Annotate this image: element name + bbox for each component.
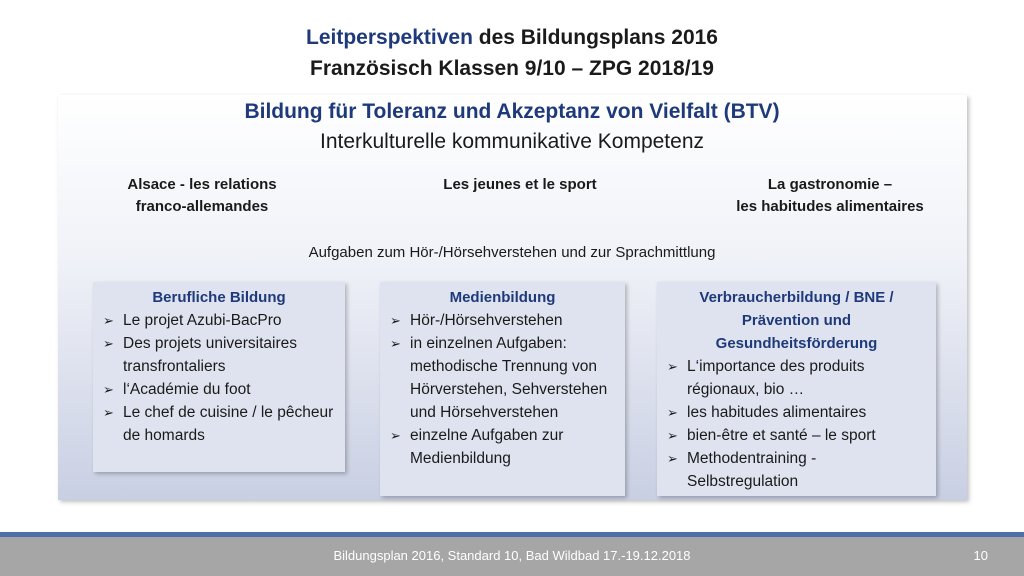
list-item-text: einzelne Aufgaben zur Medienbildung	[410, 427, 564, 467]
list-item-text: Methodentraining - Selbstregulation	[687, 450, 817, 490]
list-item-text: Hör-/Hörsehverstehen	[410, 312, 563, 329]
topic-line: La gastronomie –	[767, 176, 893, 193]
box-medienbildung	[380, 282, 625, 496]
list-item-text: in einzelnen Aufgaben: methodische Trennung von Hörverstehen, Sehverstehen und Hörsehverstehen	[410, 335, 608, 421]
arrow-bullet-icon: ➢	[667, 451, 678, 466]
btv-title: Bildung für Toleranz und Akzeptanz von Vielfalt (BTV)	[244, 100, 780, 123]
topic-line: franco-allemandes	[135, 198, 269, 215]
bullet-list	[665, 355, 928, 493]
list-item	[665, 424, 928, 447]
list-item-text: Des projets universitaires transfrontaliers	[123, 335, 298, 375]
list-item	[665, 401, 928, 424]
list-item	[665, 355, 928, 401]
btv-subtitle: Interkulturelle kommunikative Kompetenz	[319, 130, 704, 153]
page-number: 10	[973, 548, 988, 563]
box-title: Verbraucherbildung / BNE / Prävention und Gesundheitsförderung	[699, 289, 894, 352]
list-item-text: bien-être et santé – le sport	[687, 427, 876, 444]
list-item	[665, 447, 928, 493]
list-item	[101, 309, 337, 332]
title-accent: Leitperspektiven	[306, 26, 473, 49]
arrow-bullet-icon: ➢	[390, 313, 401, 328]
box-berufliche-bildung	[93, 282, 345, 472]
list-item-text: l‘Académie du foot	[123, 381, 251, 398]
panel-heading	[0, 97, 1024, 157]
list-item-text: les habitudes alimentaires	[687, 404, 867, 421]
list-item	[388, 309, 617, 332]
list-item-text: L‘importance des produits régionaux, bio …	[687, 358, 865, 398]
bullet-list	[388, 309, 617, 470]
list-item	[101, 332, 337, 378]
title-rest: des Bildungsplans 2016	[472, 26, 718, 49]
arrow-bullet-icon: ➢	[390, 336, 401, 351]
arrow-bullet-icon: ➢	[103, 382, 114, 397]
tasks-line: Aufgaben zum Hör-/Hörsehverstehen und zur Sprachmittlung	[308, 244, 716, 261]
topic-sport	[400, 174, 640, 196]
arrow-bullet-icon: ➢	[390, 428, 401, 443]
arrow-bullet-icon: ➢	[103, 313, 114, 328]
footer-bar	[0, 537, 1024, 576]
topic-alsace	[80, 174, 324, 218]
arrow-bullet-icon: ➢	[667, 405, 678, 420]
list-item	[388, 424, 617, 470]
title-line-1	[0, 22, 1024, 53]
list-item	[101, 378, 337, 401]
list-item-text: Le chef de cuisine / le pêcheur de homards	[123, 404, 334, 444]
box-verbraucherbildung	[657, 282, 936, 496]
slide-title	[0, 22, 1024, 84]
topic-gastronomie	[700, 174, 960, 218]
box-title: Medienbildung	[449, 289, 556, 306]
bullet-list	[101, 309, 337, 447]
arrow-bullet-icon: ➢	[667, 359, 678, 374]
title-line-2: Französisch Klassen 9/10 – ZPG 2018/19	[310, 57, 714, 80]
arrow-bullet-icon: ➢	[667, 428, 678, 443]
arrow-bullet-icon: ➢	[103, 405, 114, 420]
list-item	[101, 401, 337, 447]
box-title: Berufliche Bildung	[152, 289, 286, 306]
footer-text: Bildungsplan 2016, Standard 10, Bad Wildbad 17.-19.12.2018	[333, 548, 691, 563]
topic-line: Alsace - les relations	[127, 176, 277, 193]
arrow-bullet-icon: ➢	[103, 336, 114, 351]
list-item	[388, 332, 617, 424]
topic-line: les habitudes alimentaires	[736, 198, 924, 215]
list-item-text: Le projet Azubi-BacPro	[123, 312, 282, 329]
topic-line: Les jeunes et le sport	[443, 176, 597, 193]
